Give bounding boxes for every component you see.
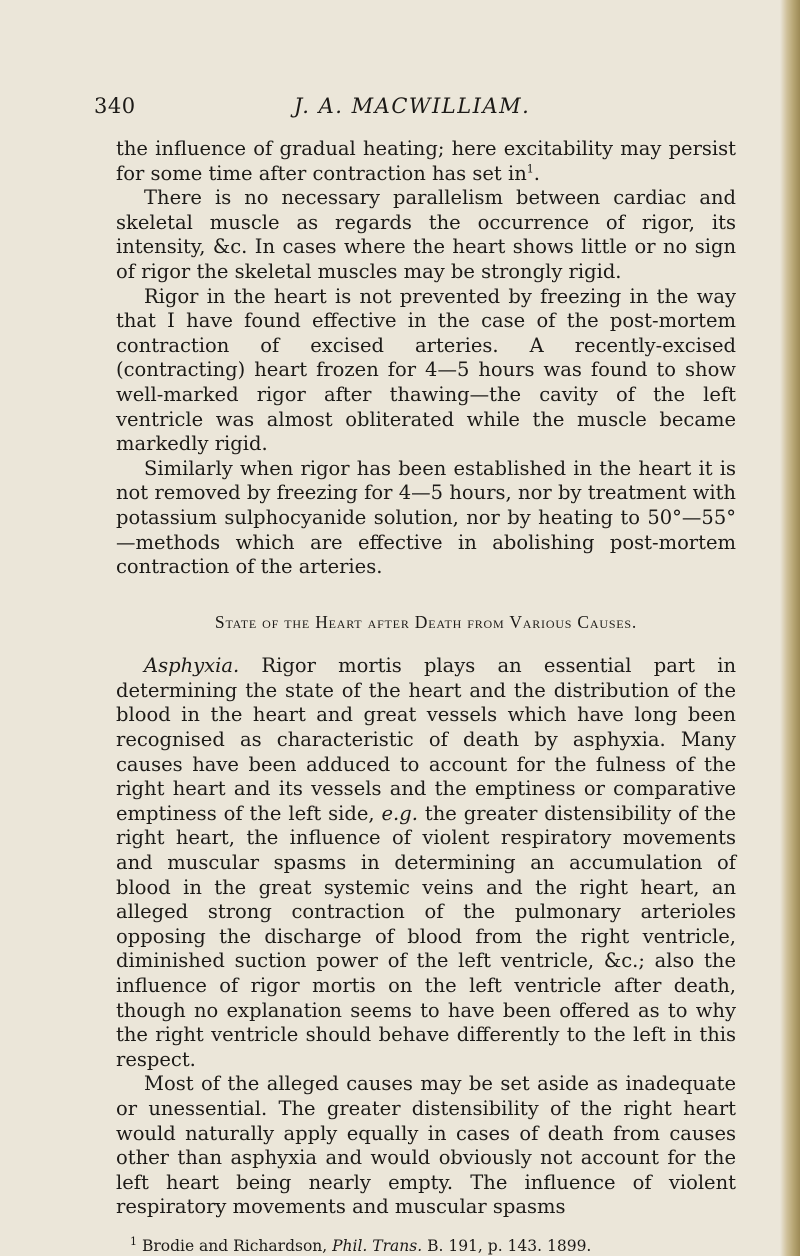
paragraph-freezing: Rigor in the heart is not prevented by freezing in the way that I have found effective in the case of the post-mortem contraction of excised arteries. A recently-excised (contracting) heart frozen for 4—5 hours was found to show well-marked rigor after thawing—the cavity of the left ventricle was almost obliterated while the muscle became markedly rigid. xyxy=(116,284,736,456)
paragraph-similarly: Similarly when rigor has been established in the heart it is not removed by freezing for 4—5 hours, nor by treatment with potassium sulphocyanide solution, nor by heating to 50°—55°—methods which are effective in abolishing post-mortem contraction of the arteries. xyxy=(116,456,736,579)
footnote-mark: 1 xyxy=(130,1234,137,1248)
paragraph-alleged-causes: Most of the alleged causes may be set aside as inadequate or unessential. The greater distensibility of the right heart would naturally apply equally in cases of death from causes other than asphyxia and would obviously not account for the left heart being nearly empty. The influence of violent respiratory movements and muscular spasms xyxy=(116,1072,736,1219)
footnote-reference: B. 191, p. 143. 1899. xyxy=(422,1236,592,1255)
eg-abbreviation: e.g. xyxy=(381,801,418,825)
footnote-authors: Brodie and Richardson, xyxy=(141,1236,333,1255)
section-heading: State of the Heart after Death from Various Causes. xyxy=(214,611,638,632)
paragraph-text: Rigor mortis plays an essential part in determining the state of the heart and the distribution of the blood in the heart and great vessels which have long been recognised as characteristic of death by asphyxia. Many causes have been adduced to account for the fulness of the right heart and its vessels and the emptiness or comparative emptiness of the left side, xyxy=(116,654,736,825)
paragraph-continuation xyxy=(116,137,736,186)
footnote-ref-mark: 1 xyxy=(526,162,534,176)
paragraph-parallelism: There is no necessary parallelism between cardiac and skeletal muscle as regards the occurrence of rigor, its intensity, &c. In cases where the heart shows little or no sign of rigor the skeletal muscles may be strongly rigid. xyxy=(116,186,736,283)
paragraph-text: the greater distensibility of the right heart, the influence of violent respiratory movements and muscular spasms in determining an accumulation of blood in the great systemic veins and the right heart, an alleged strong contraction of the pulmonary arterioles opposing the discharge of blood from the right ventricle, diminished suction power of the left ventricle, &c.; also the influence of rigor mortis on the left ventricle after death, though no explanation seems to have been offered as to why the right ventricle should behave differently to the left in this respect. xyxy=(116,801,737,1071)
page-binding-edge xyxy=(780,0,800,1256)
page-number: 340 xyxy=(94,94,136,118)
running-head xyxy=(94,94,730,124)
running-title: J. A. MACWILLIAM. xyxy=(294,94,531,118)
paragraph-asphyxia xyxy=(116,654,736,1072)
paragraph-period: . xyxy=(533,161,540,185)
paragraph-text: the influence of gradual heating; here excitability may persist for some time after contraction has set in xyxy=(116,137,736,185)
run-in-heading: Asphyxia. xyxy=(144,654,240,678)
footnote xyxy=(116,1236,736,1256)
footnote-journal: Phil. Trans. xyxy=(332,1236,423,1255)
body-text xyxy=(116,137,736,1256)
